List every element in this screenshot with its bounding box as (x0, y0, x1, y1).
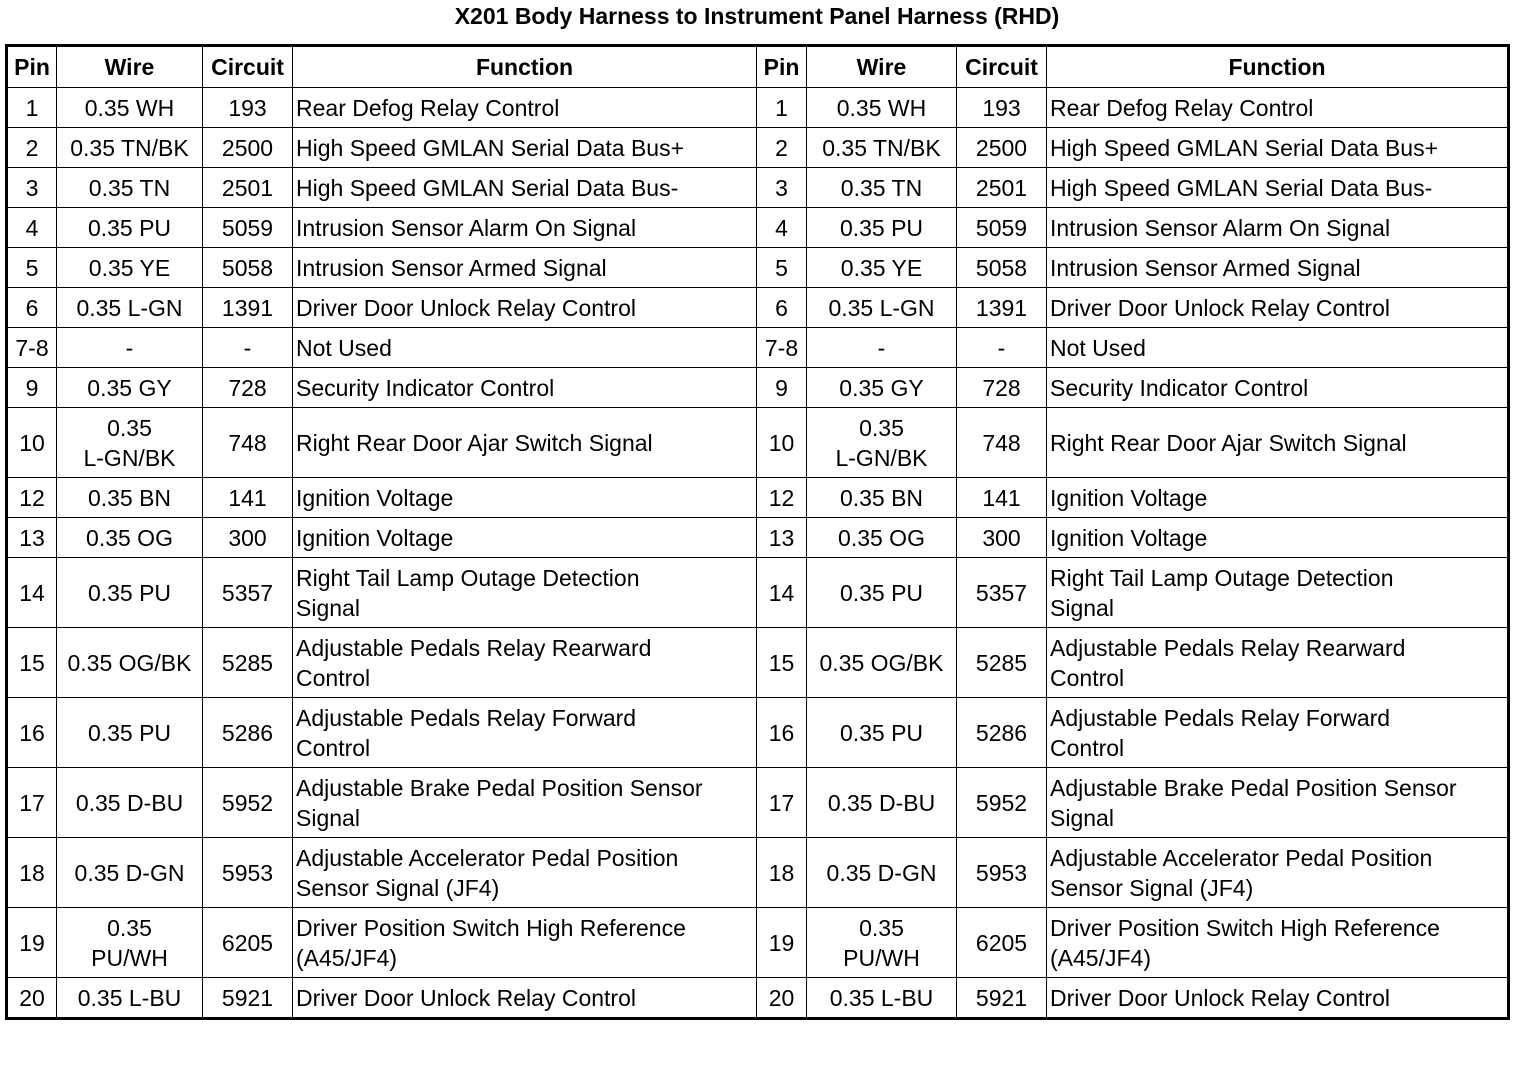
function-cell: Not Used (1047, 328, 1509, 368)
wire-cell: 0.35 L-BU (57, 978, 203, 1019)
circuit-cell: 5953 (957, 838, 1047, 908)
circuit-cell: 5285 (957, 628, 1047, 698)
table-row (7, 408, 1509, 478)
pin-cell: 17 (757, 768, 807, 838)
circuit-cell: 193 (957, 88, 1047, 128)
pin-cell: 5 (7, 248, 57, 288)
table-row (7, 978, 1509, 1019)
pin-cell: 1 (757, 88, 807, 128)
pin-cell: 9 (757, 368, 807, 408)
pin-cell: 1 (7, 88, 57, 128)
pin-cell: 17 (7, 768, 57, 838)
wire-cell: 0.35 OG (807, 518, 957, 558)
wire-cell: 0.35 PU/WH (57, 908, 203, 978)
function-cell: Adjustable Brake Pedal Position Sensor Signal (1047, 768, 1509, 838)
circuit-cell: 5921 (203, 978, 293, 1019)
table-row (7, 518, 1509, 558)
circuit-cell: 5059 (203, 208, 293, 248)
function-cell: Driver Door Unlock Relay Control (1047, 288, 1509, 328)
circuit-cell: 748 (957, 408, 1047, 478)
function-cell: High Speed GMLAN Serial Data Bus+ (293, 128, 757, 168)
circuit-cell: 6205 (957, 908, 1047, 978)
pin-cell: 13 (757, 518, 807, 558)
wire-cell: 0.35 TN (807, 168, 957, 208)
circuit-cell: 5058 (203, 248, 293, 288)
circuit-cell: 5953 (203, 838, 293, 908)
circuit-cell: 5952 (957, 768, 1047, 838)
pin-cell: 14 (7, 558, 57, 628)
pin-cell: 18 (7, 838, 57, 908)
circuit-cell: 6205 (203, 908, 293, 978)
table-row (7, 838, 1509, 908)
circuit-cell: 748 (203, 408, 293, 478)
wire-cell: 0.35 OG/BK (57, 628, 203, 698)
header-function: Function (293, 46, 757, 88)
pin-cell: 12 (757, 478, 807, 518)
pin-cell: 20 (7, 978, 57, 1019)
circuit-cell: 5286 (203, 698, 293, 768)
function-cell: Driver Door Unlock Relay Control (293, 978, 757, 1019)
circuit-cell: - (203, 328, 293, 368)
function-cell: Rear Defog Relay Control (293, 88, 757, 128)
pin-cell: 16 (757, 698, 807, 768)
circuit-cell: 5357 (203, 558, 293, 628)
function-cell: Right Tail Lamp Outage Detection Signal (293, 558, 757, 628)
pin-cell: 4 (757, 208, 807, 248)
function-cell: Right Rear Door Ajar Switch Signal (293, 408, 757, 478)
header-wire: Wire (57, 46, 203, 88)
wire-cell: 0.35 YE (807, 248, 957, 288)
function-cell: High Speed GMLAN Serial Data Bus- (1047, 168, 1509, 208)
function-cell: High Speed GMLAN Serial Data Bus+ (1047, 128, 1509, 168)
function-cell: Ignition Voltage (1047, 518, 1509, 558)
wire-cell: 0.35 GY (57, 368, 203, 408)
circuit-cell: 5286 (957, 698, 1047, 768)
wire-cell: 0.35 D-BU (807, 768, 957, 838)
wire-cell: 0.35 L-GN (57, 288, 203, 328)
wire-cell: 0.35 TN/BK (57, 128, 203, 168)
function-cell: Intrusion Sensor Armed Signal (1047, 248, 1509, 288)
pin-cell: 2 (7, 128, 57, 168)
pin-cell: 3 (7, 168, 57, 208)
function-cell: Intrusion Sensor Alarm On Signal (1047, 208, 1509, 248)
circuit-cell: 5952 (203, 768, 293, 838)
header-circuit: Circuit (203, 46, 293, 88)
wire-cell: 0.35 PU (807, 698, 957, 768)
page-title: X201 Body Harness to Instrument Panel Harness (RHD) (454, 3, 1060, 29)
pin-cell: 13 (7, 518, 57, 558)
pin-cell: 5 (757, 248, 807, 288)
pin-cell: 19 (7, 908, 57, 978)
function-cell: Intrusion Sensor Alarm On Signal (293, 208, 757, 248)
circuit-cell: 2501 (957, 168, 1047, 208)
header-function: Function (1047, 46, 1509, 88)
pin-cell: 14 (757, 558, 807, 628)
pin-cell: 6 (7, 288, 57, 328)
wire-cell: 0.35 OG (57, 518, 203, 558)
circuit-cell: 300 (957, 518, 1047, 558)
function-cell: Ignition Voltage (293, 478, 757, 518)
table-row (7, 288, 1509, 328)
pin-cell: 7-8 (757, 328, 807, 368)
wire-cell: 0.35 WH (57, 88, 203, 128)
wire-cell: 0.35 OG/BK (807, 628, 957, 698)
wire-cell: 0.35 TN (57, 168, 203, 208)
function-cell: Adjustable Brake Pedal Position Sensor Signal (293, 768, 757, 838)
pin-cell: 3 (757, 168, 807, 208)
table-row (7, 368, 1509, 408)
function-cell: Right Tail Lamp Outage Detection Signal (1047, 558, 1509, 628)
pin-cell: 6 (757, 288, 807, 328)
table-row (7, 628, 1509, 698)
table-row (7, 328, 1509, 368)
circuit-cell: - (957, 328, 1047, 368)
circuit-cell: 141 (203, 478, 293, 518)
wire-cell: 0.35 L-GN (807, 288, 957, 328)
function-cell: Adjustable Pedals Relay Rearward Control (1047, 628, 1509, 698)
table-row (7, 558, 1509, 628)
pin-cell: 4 (7, 208, 57, 248)
pin-cell: 18 (757, 838, 807, 908)
circuit-cell: 2501 (203, 168, 293, 208)
wire-cell: 0.35 D-BU (57, 768, 203, 838)
table-row (7, 908, 1509, 978)
function-cell: Adjustable Pedals Relay Forward Control (293, 698, 757, 768)
wire-cell: 0.35 GY (807, 368, 957, 408)
circuit-cell: 5059 (957, 208, 1047, 248)
pin-cell: 15 (757, 628, 807, 698)
circuit-cell: 1391 (203, 288, 293, 328)
wire-cell: 0.35 PU (807, 208, 957, 248)
header-row (7, 46, 1509, 88)
pin-cell: 12 (7, 478, 57, 518)
circuit-cell: 5058 (957, 248, 1047, 288)
function-cell: Driver Door Unlock Relay Control (1047, 978, 1509, 1019)
pin-cell: 15 (7, 628, 57, 698)
wire-cell: 0.35 BN (57, 478, 203, 518)
table-row (7, 768, 1509, 838)
pin-cell: 20 (757, 978, 807, 1019)
wire-cell: 0.35 D-GN (57, 838, 203, 908)
wire-cell: 0.35 L-GN/BK (807, 408, 957, 478)
wire-cell: 0.35 TN/BK (807, 128, 957, 168)
wire-cell: 0.35 PU (57, 208, 203, 248)
table-row (7, 248, 1509, 288)
table-row (7, 478, 1509, 518)
header-pin: Pin (757, 46, 807, 88)
function-cell: High Speed GMLAN Serial Data Bus- (293, 168, 757, 208)
circuit-cell: 728 (957, 368, 1047, 408)
circuit-cell: 193 (203, 88, 293, 128)
table-row (7, 168, 1509, 208)
wire-cell: 0.35 WH (807, 88, 957, 128)
pin-cell: 2 (757, 128, 807, 168)
function-cell: Rear Defog Relay Control (1047, 88, 1509, 128)
pin-cell: 16 (7, 698, 57, 768)
function-cell: Not Used (293, 328, 757, 368)
function-cell: Intrusion Sensor Armed Signal (293, 248, 757, 288)
circuit-cell: 5357 (957, 558, 1047, 628)
function-cell: Adjustable Accelerator Pedal Position Sensor Signal (JF4) (1047, 838, 1509, 908)
table-row (7, 208, 1509, 248)
function-cell: Right Rear Door Ajar Switch Signal (1047, 408, 1509, 478)
function-cell: Adjustable Accelerator Pedal Position Sensor Signal (JF4) (293, 838, 757, 908)
pin-cell: 10 (7, 408, 57, 478)
pin-cell: 19 (757, 908, 807, 978)
header-wire: Wire (807, 46, 957, 88)
pin-cell: 10 (757, 408, 807, 478)
circuit-cell: 5285 (203, 628, 293, 698)
pin-cell: 9 (7, 368, 57, 408)
function-cell: Ignition Voltage (293, 518, 757, 558)
function-cell: Driver Door Unlock Relay Control (293, 288, 757, 328)
table-row (7, 88, 1509, 128)
table-row (7, 128, 1509, 168)
connector-table (5, 44, 1510, 1020)
function-cell: Security Indicator Control (293, 368, 757, 408)
wire-cell: 0.35 YE (57, 248, 203, 288)
header-pin: Pin (7, 46, 57, 88)
circuit-cell: 2500 (203, 128, 293, 168)
wire-cell: 0.35 PU (57, 698, 203, 768)
pin-cell: 7-8 (7, 328, 57, 368)
circuit-cell: 2500 (957, 128, 1047, 168)
wire-cell: - (807, 328, 957, 368)
wire-cell: 0.35 BN (807, 478, 957, 518)
wire-cell: 0.35 PU (57, 558, 203, 628)
wire-cell: 0.35 D-GN (807, 838, 957, 908)
circuit-cell: 728 (203, 368, 293, 408)
function-cell: Security Indicator Control (1047, 368, 1509, 408)
function-cell: Driver Position Switch High Reference (A45/JF4) (1047, 908, 1509, 978)
circuit-cell: 5921 (957, 978, 1047, 1019)
wire-cell: 0.35 L-BU (807, 978, 957, 1019)
table-row (7, 698, 1509, 768)
circuit-cell: 1391 (957, 288, 1047, 328)
function-cell: Adjustable Pedals Relay Forward Control (1047, 698, 1509, 768)
wire-cell: 0.35 L-GN/BK (57, 408, 203, 478)
function-cell: Driver Position Switch High Reference (A45/JF4) (293, 908, 757, 978)
function-cell: Ignition Voltage (1047, 478, 1509, 518)
circuit-cell: 300 (203, 518, 293, 558)
wire-cell: 0.35 PU (807, 558, 957, 628)
header-circuit: Circuit (957, 46, 1047, 88)
wire-cell: 0.35 PU/WH (807, 908, 957, 978)
wire-cell: - (57, 328, 203, 368)
circuit-cell: 141 (957, 478, 1047, 518)
function-cell: Adjustable Pedals Relay Rearward Control (293, 628, 757, 698)
